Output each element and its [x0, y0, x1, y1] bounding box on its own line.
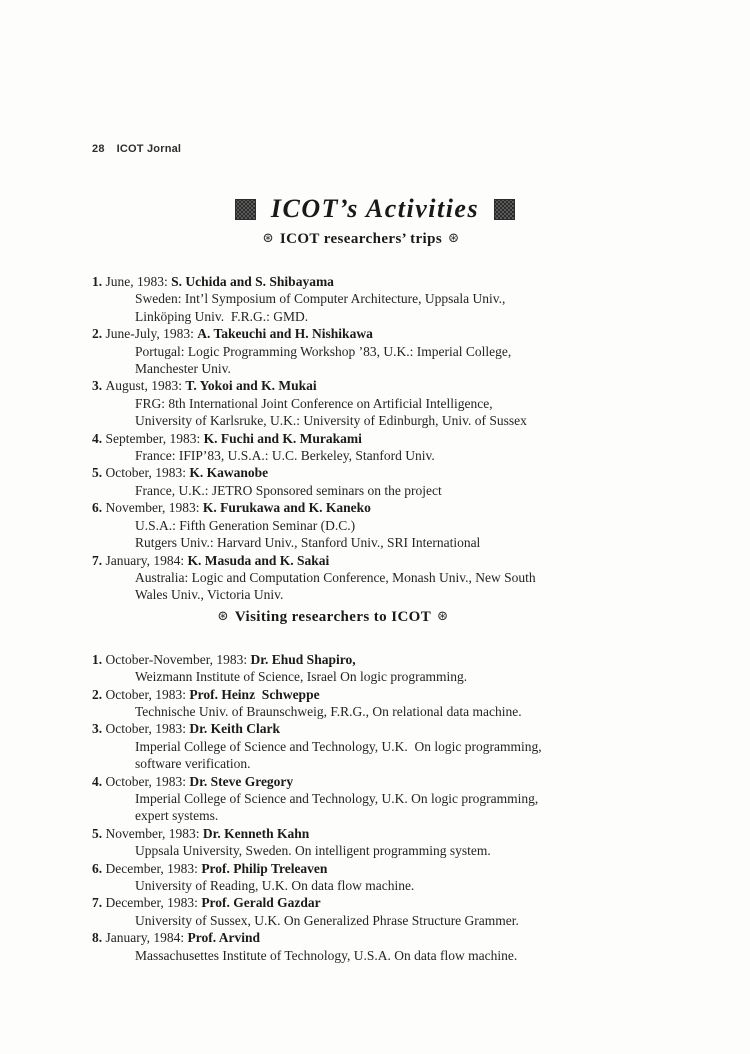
item-detail: U.S.A.: Fifth Generation Seminar (D.C.)	[135, 517, 356, 533]
item-first-line	[92, 377, 658, 394]
item-number: 3.	[92, 721, 106, 737]
item-first-line	[92, 325, 658, 342]
list-item	[92, 686, 658, 721]
item-number: 6.	[92, 500, 106, 516]
item-number: 2.	[92, 686, 106, 702]
item-number: 7.	[92, 895, 106, 911]
item-date: January, 1984:	[105, 930, 188, 946]
item-first-line	[92, 720, 658, 737]
item-date: June-July, 1983:	[105, 326, 198, 342]
list-item	[92, 273, 658, 325]
item-number: 4.	[92, 773, 106, 789]
item-detail: Uppsala University, Sweden. On intelligent programming system.	[135, 843, 491, 859]
item-name: S. Uchida and S. Shibayama	[171, 274, 334, 289]
item-first-line	[92, 860, 658, 877]
item-first-line	[92, 894, 658, 911]
visitors-list	[92, 651, 658, 964]
item-date: December, 1983:	[105, 895, 202, 911]
circled-asterisk-icon: ⊛	[437, 608, 449, 624]
item-name: Prof. Heinz Schweppe	[189, 686, 320, 702]
item-first-line	[92, 686, 658, 703]
item-detail: Imperial College of Science and Technology, U.K. On logic programming,	[135, 738, 542, 754]
list-item	[92, 773, 658, 825]
section-heading-visitors	[50, 609, 616, 626]
item-date: October-November, 1983:	[105, 651, 251, 667]
item-name: K. Furukawa and K. Kaneko	[202, 500, 371, 516]
circled-asterisk-icon: ⊛	[217, 608, 229, 624]
list-item	[92, 929, 658, 964]
checkered-square-icon	[494, 199, 515, 220]
item-first-line	[92, 773, 658, 790]
item-detail: expert systems.	[135, 808, 219, 824]
item-first-line	[92, 464, 658, 481]
item-number: 8.	[92, 930, 106, 946]
item-name: A. Takeuchi and H. Nishikawa	[197, 326, 373, 342]
section-heading-text: ICOT researchers’ trips	[279, 231, 443, 247]
item-first-line	[92, 273, 658, 290]
item-date: January, 1984:	[105, 552, 188, 568]
item-name: K. Fuchi and K. Murakami	[203, 430, 362, 446]
item-detail: Imperial College of Science and Technology, U.K. On logic programming,	[135, 790, 539, 806]
item-detail: Rutgers Univ.: Harvard Univ., Stanford Univ., SRI International	[135, 535, 481, 551]
item-number: 2.	[92, 326, 106, 342]
page-header	[92, 143, 181, 155]
item-number: 3.	[92, 378, 106, 394]
item-detail: Weizmann Institute of Science, Israel On logic programming.	[135, 669, 468, 685]
item-detail: Manchester Univ.	[135, 361, 231, 377]
trips-list	[92, 273, 658, 604]
item-name: T. Yokoi and K. Mukai	[185, 378, 317, 394]
item-date: October, 1983:	[105, 773, 190, 789]
list-item	[92, 720, 658, 772]
item-number: 1.	[92, 651, 106, 667]
item-name: Dr. Ehud Shapiro,	[250, 651, 356, 667]
list-item	[92, 377, 658, 429]
section-heading-text: Visiting researchers to ICOT	[234, 608, 432, 625]
item-first-line	[92, 499, 658, 516]
item-number: 7.	[92, 552, 106, 568]
circled-asterisk-icon: ⊛	[262, 231, 274, 246]
item-number: 1.	[92, 274, 106, 289]
list-item	[92, 325, 658, 377]
item-name: K. Kawanobe	[189, 465, 269, 481]
item-first-line	[92, 929, 658, 946]
item-number: 5.	[92, 465, 106, 481]
item-date: September, 1983:	[105, 430, 204, 446]
list-item	[92, 430, 658, 465]
item-name: Prof. Philip Treleaven	[201, 860, 328, 876]
item-detail: Sweden: Int’l Symposium of Computer Architecture, Uppsala Univ.,	[135, 291, 506, 307]
item-date: August, 1983:	[105, 378, 186, 394]
item-detail: FRG: 8th International Joint Conference on Artificial Intelligence,	[135, 395, 493, 411]
item-detail: Portugal: Logic Programming Workshop ’83, U.K.: Imperial College,	[135, 343, 512, 359]
item-name: Dr. Kenneth Kahn	[202, 825, 310, 841]
item-date: November, 1983:	[105, 825, 203, 841]
item-detail: Wales Univ., Victoria Univ.	[135, 587, 284, 603]
page-number: 28	[92, 143, 105, 155]
item-number: 4.	[92, 430, 106, 446]
item-name: Dr. Keith Clark	[189, 721, 280, 737]
article-title-row	[92, 194, 658, 224]
list-item	[92, 499, 658, 551]
item-date: June, 1983:	[105, 274, 172, 289]
item-first-line	[92, 552, 658, 569]
item-date: November, 1983:	[105, 500, 203, 516]
item-detail: software verification.	[135, 756, 251, 772]
section-heading-trips	[78, 231, 644, 248]
list-item	[92, 860, 658, 895]
list-item	[92, 552, 658, 604]
item-date: October, 1983:	[105, 686, 190, 702]
item-first-line	[92, 651, 658, 668]
circled-asterisk-icon: ⊛	[448, 231, 460, 246]
item-number: 5.	[92, 825, 106, 841]
item-detail: Technische Univ. of Braunschweig, F.R.G., On relational data machine.	[135, 703, 522, 719]
item-date: December, 1983:	[105, 860, 202, 876]
item-date: October, 1983:	[105, 465, 190, 481]
item-first-line	[92, 825, 658, 842]
item-detail: Massachusettes Institute of Technology, U.S.A. On data flow machine.	[135, 947, 518, 963]
item-detail: University of Reading, U.K. On data flow machine.	[135, 878, 415, 893]
item-detail: France, U.K.: JETRO Sponsored seminars on the project	[135, 482, 442, 498]
page-title: ICOT’s Activities	[270, 194, 480, 223]
item-detail: Linköping Univ. F.R.G.: GMD.	[135, 308, 309, 324]
item-detail: Australia: Logic and Computation Conference, Monash Univ., New South	[135, 569, 536, 585]
item-name: Prof. Gerald Gazdar	[201, 895, 321, 911]
item-detail: France: IFIP’83, U.S.A.: U.C. Berkeley, Stanford Univ.	[135, 448, 435, 464]
item-date: October, 1983:	[105, 721, 190, 737]
list-item	[92, 894, 658, 929]
item-detail: University of Karlsruke, U.K.: University of Edinburgh, Univ. of Sussex	[135, 413, 527, 429]
item-name: Prof. Arvind	[187, 930, 260, 946]
checkered-square-icon	[235, 199, 256, 220]
list-item	[92, 464, 658, 499]
item-detail: University of Sussex, U.K. On Generalized Phrase Structure Grammer.	[135, 912, 519, 928]
item-number: 6.	[92, 860, 106, 876]
item-name: K. Masuda and K. Sakai	[187, 552, 330, 568]
article-content	[92, 194, 658, 964]
list-item	[92, 825, 658, 860]
list-item	[92, 651, 658, 686]
item-name: Dr. Steve Gregory	[189, 773, 294, 789]
journal-name: ICOT Jornal	[116, 143, 182, 155]
item-first-line	[92, 430, 658, 447]
